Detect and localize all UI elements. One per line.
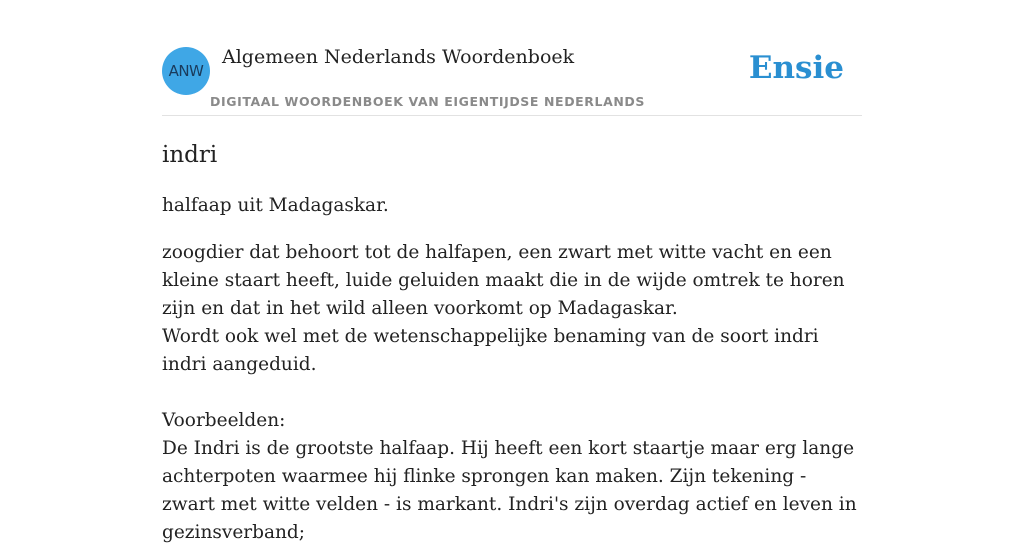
definition-note: Wordt ook wel met de wetenschappelijke benaming van de soort indri indri aangeduid. <box>162 326 819 375</box>
site-header <box>162 0 862 116</box>
anw-logo[interactable]: ANW <box>162 47 210 95</box>
site-title[interactable]: Algemeen Nederlands Woordenboek <box>222 46 575 68</box>
example-text: De Indri is de grootste halfaap. Hij heeft een kort staartje maar erg lange achterpoten waarmee hij flinke sprongen kan maken. Zijn tekening - zwart met witte velden - is markant. Indri's zijn overdag actief en leven in gezinsverband; <box>162 438 857 543</box>
entry-headword: indri <box>162 142 218 168</box>
page <box>162 0 862 547</box>
short-definition: halfaap uit Madagaskar. <box>162 195 389 216</box>
paragraph-spacer <box>162 379 862 407</box>
definition-text: zoogdier dat behoort tot de halfapen, een zwart met witte vacht en een kleine staart heeft, luide geluiden maakt die in de wijde omtrek te horen zijn en dat in het wild alleen voorkomt op Madagaskar. <box>162 242 845 319</box>
examples-label: Voorbeelden: <box>162 410 286 431</box>
ensie-brand-link[interactable]: Ensie <box>748 50 844 86</box>
long-definition <box>162 239 862 547</box>
site-subtitle: DIGITAAL WOORDENBOEK VAN EIGENTIJDSE NEDERLANDS <box>210 94 646 109</box>
